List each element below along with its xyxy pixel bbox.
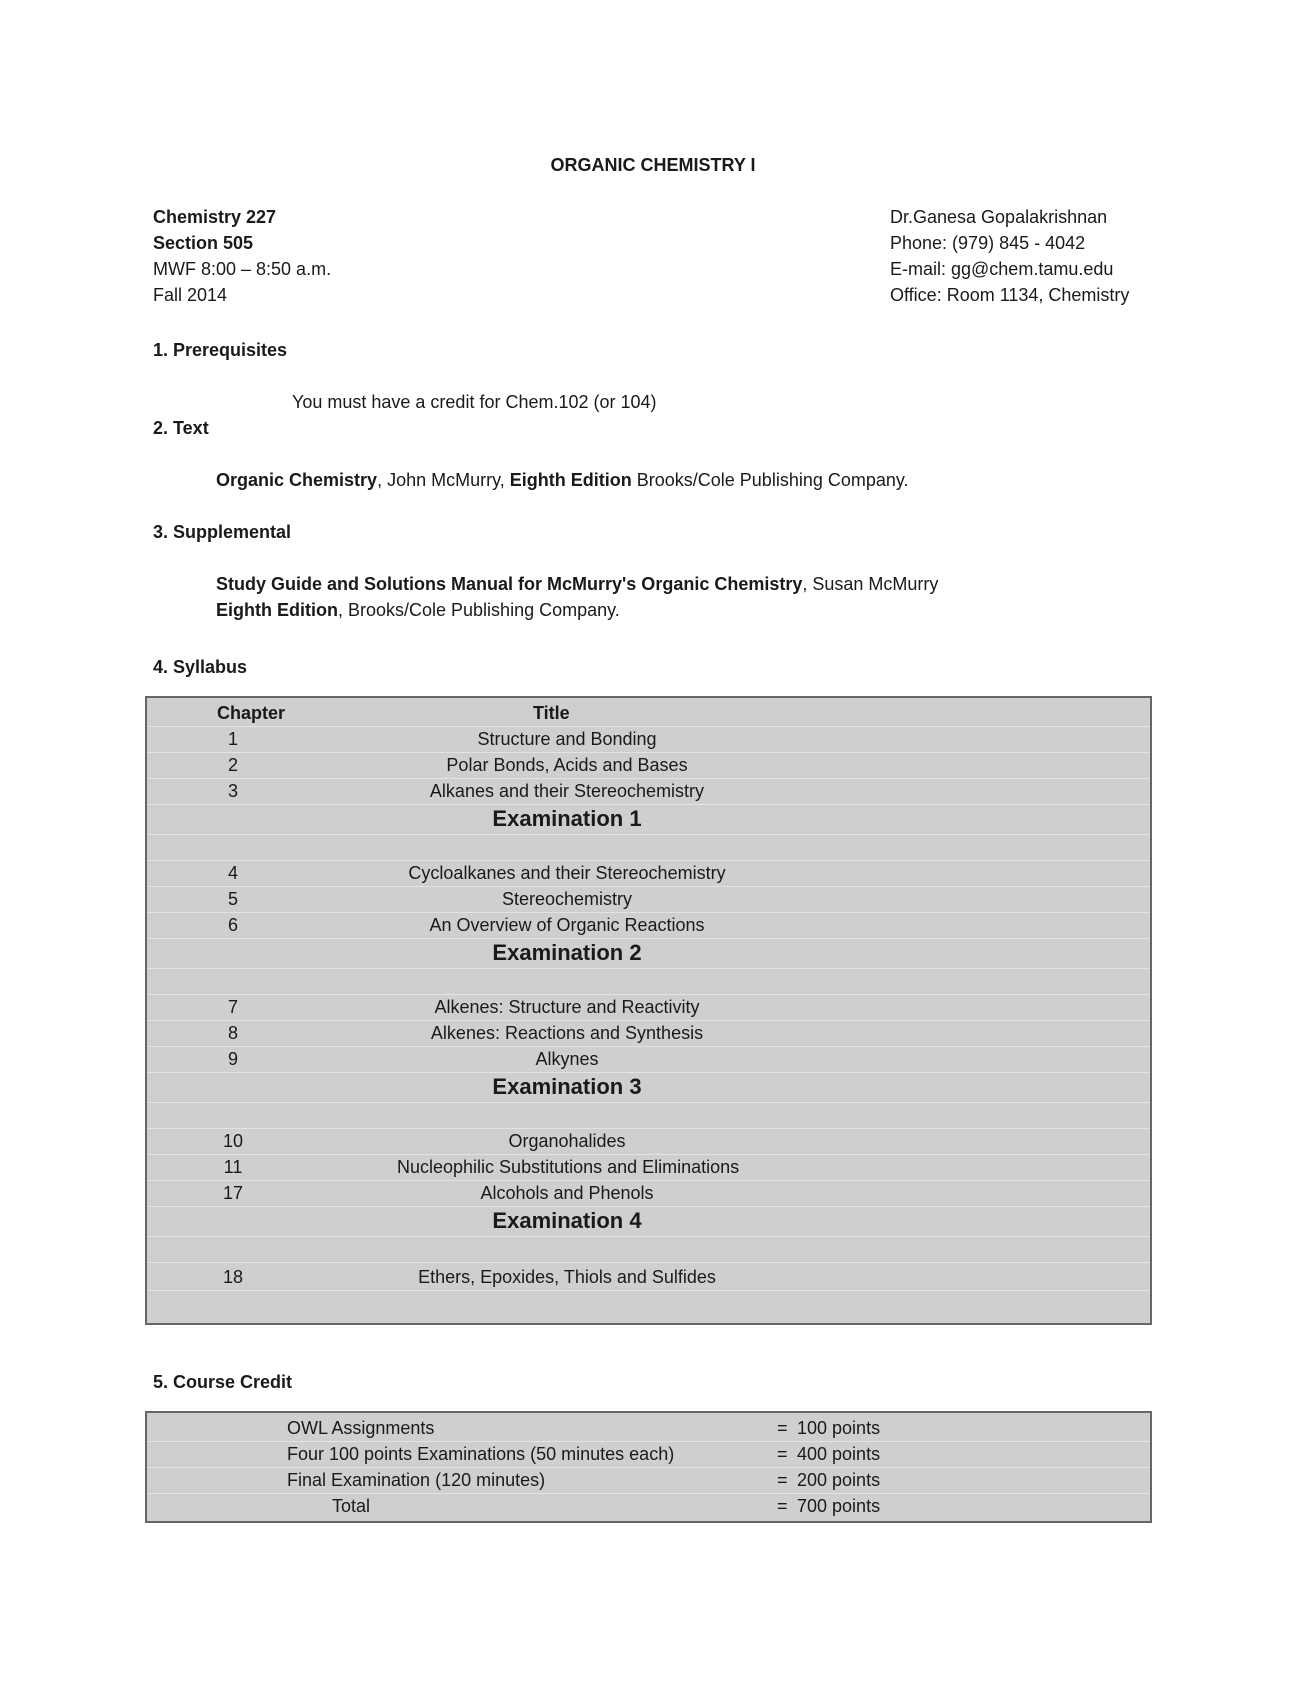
exam-row bbox=[147, 804, 1150, 835]
table-row bbox=[147, 1020, 1150, 1047]
chapter-title: Alkenes: Reactions and Synthesis bbox=[430, 1023, 704, 1043]
chapter-number: 3 bbox=[227, 781, 238, 801]
chapter-title: Alkenes: Structure and Reactivity bbox=[434, 997, 700, 1017]
table-row bbox=[147, 1180, 1150, 1207]
syllabus-col-chapter: Chapter bbox=[217, 703, 286, 723]
chapter-number: 5 bbox=[227, 889, 238, 909]
chapter-title: Structure and Bonding bbox=[477, 729, 657, 749]
spacer-row bbox=[147, 834, 1150, 861]
credit-points: 700 points bbox=[797, 1496, 881, 1516]
table-row bbox=[147, 860, 1150, 887]
chapter-title: Organohalides bbox=[508, 1131, 626, 1151]
syllabus-col-title: Title bbox=[533, 703, 570, 723]
supplemental-book-title: Study Guide and Solutions Manual for McMurry's Organic Chemistry bbox=[216, 574, 803, 594]
exam-label: Examination 4 bbox=[492, 1208, 642, 1233]
chapter-title: Stereochemistry bbox=[501, 889, 633, 909]
chapter-title: Cycloalkanes and their Stereochemistry bbox=[408, 863, 726, 883]
chapter-title: Alkynes bbox=[535, 1049, 599, 1069]
course-time: MWF 8:00 – 8:50 a.m. bbox=[153, 259, 332, 279]
chapter-number: 1 bbox=[227, 729, 238, 749]
chapter-number: 6 bbox=[227, 915, 238, 935]
instructor-email: E-mail: gg@chem.tamu.edu bbox=[890, 259, 1114, 279]
spacer-row bbox=[147, 1290, 1150, 1316]
chapter-number: 8 bbox=[227, 1023, 238, 1043]
syllabus-heading: 4. Syllabus bbox=[153, 657, 248, 677]
credit-heading: 5. Course Credit bbox=[153, 1372, 293, 1392]
table-row bbox=[147, 1441, 1150, 1468]
credit-points: 100 points bbox=[797, 1418, 881, 1438]
chapter-title: Ethers, Epoxides, Thiols and Sulfides bbox=[418, 1267, 716, 1287]
course-section: Section 505 bbox=[153, 233, 254, 253]
spacer-row bbox=[147, 1102, 1150, 1129]
table-row bbox=[147, 1467, 1150, 1494]
credit-label: Four 100 points Examinations (50 minutes each) bbox=[287, 1444, 675, 1464]
exam-row bbox=[147, 1072, 1150, 1103]
table-row bbox=[147, 886, 1150, 913]
credit-equals: = bbox=[777, 1496, 788, 1516]
page-title: ORGANIC CHEMISTRY I bbox=[550, 155, 756, 175]
table-row bbox=[147, 1128, 1150, 1155]
supplemental-edition: Eighth Edition bbox=[216, 600, 338, 620]
credit-label: Final Examination (120 minutes) bbox=[287, 1470, 546, 1490]
instructor-name: Dr.Ganesa Gopalakrishnan bbox=[890, 207, 1108, 227]
exam-label: Examination 3 bbox=[492, 1074, 642, 1099]
credit-table bbox=[145, 1411, 1152, 1523]
table-row bbox=[147, 1046, 1150, 1073]
table-row bbox=[147, 1415, 1150, 1442]
syllabus-header-row bbox=[147, 700, 1150, 727]
credit-points: 400 points bbox=[797, 1444, 881, 1464]
credit-equals: = bbox=[777, 1444, 788, 1464]
exam-row bbox=[147, 938, 1150, 969]
supplemental-heading: 3. Supplemental bbox=[153, 522, 292, 542]
exam-row bbox=[147, 1206, 1150, 1237]
instructor-info bbox=[890, 204, 1129, 308]
course-term: Fall 2014 bbox=[153, 285, 228, 305]
table-row bbox=[147, 752, 1150, 779]
course-name: Chemistry 227 bbox=[153, 207, 277, 227]
table-row bbox=[147, 1264, 1150, 1291]
credit-label: OWL Assignments bbox=[287, 1418, 435, 1438]
text-author: , John McMurry, bbox=[377, 470, 510, 490]
exam-label: Examination 1 bbox=[492, 806, 642, 831]
text-book-title: Organic Chemistry bbox=[216, 470, 378, 490]
credit-label: Total bbox=[332, 1496, 371, 1516]
instructor-office: Office: Room 1134, Chemistry bbox=[890, 285, 1130, 305]
spacer-row bbox=[147, 968, 1150, 995]
chapter-number: 9 bbox=[227, 1049, 238, 1069]
chapter-number: 18 bbox=[222, 1267, 244, 1287]
text-reference bbox=[216, 470, 909, 491]
supplemental-publisher: , Brooks/Cole Publishing Company. bbox=[337, 600, 620, 620]
credit-equals: = bbox=[777, 1470, 788, 1490]
chapter-number: 11 bbox=[223, 1157, 243, 1177]
chapter-title: An Overview of Organic Reactions bbox=[429, 915, 705, 935]
text-edition: Eighth Edition bbox=[509, 470, 632, 490]
chapter-title: Polar Bonds, Acids and Bases bbox=[446, 755, 688, 775]
text-publisher: Brooks/Cole Publishing Company. bbox=[631, 470, 909, 490]
chapter-number: 10 bbox=[222, 1131, 244, 1151]
table-row bbox=[147, 778, 1150, 805]
chapter-title: Alkanes and their Stereochemistry bbox=[429, 781, 705, 801]
instructor-phone: Phone: (979) 845 - 4042 bbox=[890, 233, 1086, 253]
table-row bbox=[147, 1493, 1150, 1519]
supplemental-author: , Susan McMurry bbox=[802, 574, 939, 594]
spacer-row bbox=[147, 1236, 1150, 1263]
chapter-number: 17 bbox=[222, 1183, 244, 1203]
chapter-title: Alcohols and Phenols bbox=[480, 1183, 654, 1203]
chapter-title: Nucleophilic Substitutions and Eliminations bbox=[397, 1157, 740, 1177]
course-info bbox=[153, 204, 331, 308]
credit-points: 200 points bbox=[797, 1470, 881, 1490]
table-row bbox=[147, 726, 1150, 753]
table-row bbox=[147, 994, 1150, 1021]
syllabus-table bbox=[145, 696, 1152, 1325]
chapter-number: 4 bbox=[227, 863, 238, 883]
table-row bbox=[147, 912, 1150, 939]
prerequisites-body: You must have a credit for Chem.102 (or 104) bbox=[292, 392, 657, 412]
prerequisites-heading: 1. Prerequisites bbox=[153, 340, 288, 360]
exam-label: Examination 2 bbox=[492, 940, 642, 965]
chapter-number: 7 bbox=[227, 997, 238, 1017]
supplemental-reference bbox=[216, 571, 938, 623]
table-row bbox=[147, 1154, 1150, 1181]
chapter-number: 2 bbox=[227, 755, 238, 775]
text-heading: 2. Text bbox=[153, 418, 209, 438]
credit-equals: = bbox=[777, 1418, 788, 1438]
